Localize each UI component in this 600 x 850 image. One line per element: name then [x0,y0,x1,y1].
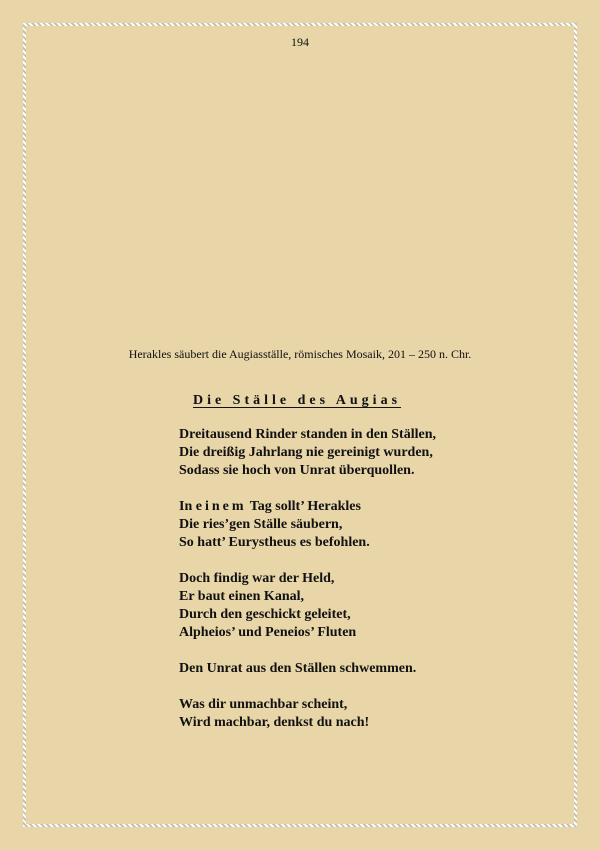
poem-line [179,498,559,516]
image-caption: Herakles säubert die Augiasställe, römisches Mosaik, 201 – 250 n. Chr. [128,347,472,361]
poem-line: Er baut einen Kanal, [179,589,304,604]
poem-line: Sodass sie hoch von Unrat überquollen. [179,463,415,478]
poem-word: Tag sollt’ Herakles [249,499,361,514]
poem-line: Was dir unmachbar scheint, [179,697,348,712]
stanza-2 [179,498,559,552]
page-number: 194 [291,35,309,49]
stanza-5 [179,696,559,732]
stanza-3 [179,570,559,642]
poem-line: Alpheios’ und Peneios’ Fluten [179,625,357,640]
poem-line: Wird machbar, denkst du nach! [179,715,370,730]
stanza-1 [179,426,559,480]
poem-line: Den Unrat aus den Ställen schwemmen. [179,661,417,676]
poem-line: Dreitausend Rinder standen in den Ställen, [179,427,436,442]
poem-line: Durch den geschickt geleitet, [179,607,351,622]
poem-line: Die dreißig Jahrlang nie gereinigt wurden, [179,445,433,460]
poem-line: Doch findig war der Held, [179,571,335,586]
poem-line: So hatt’ Eurystheus es befohlen. [179,535,370,550]
poem-emphasized-word: einem [195,499,247,514]
poem-line: Die ries’gen Ställe säubern, [179,517,343,532]
poem-body [179,426,559,750]
poem-word: In [179,499,193,514]
poem-title: Die Ställe des Augias [192,393,402,408]
stanza-4 [179,660,559,678]
